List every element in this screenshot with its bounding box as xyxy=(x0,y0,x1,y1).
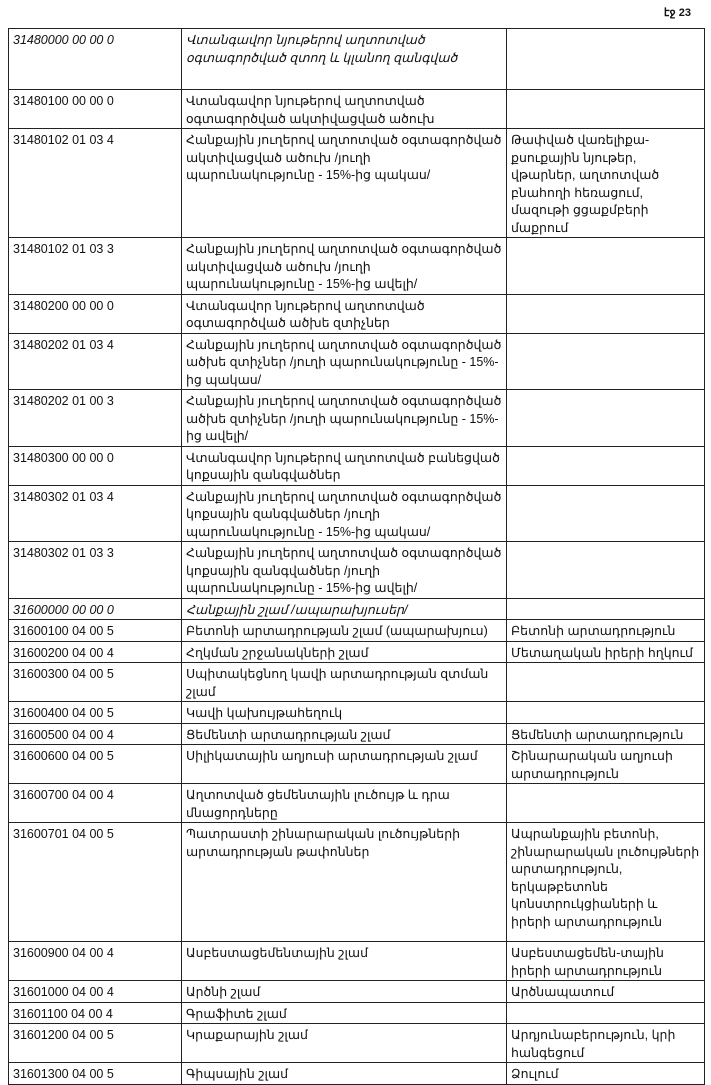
name-cell: Հանքային շլամ /ապարախյուսեր/ xyxy=(182,598,507,620)
name-cell: Հանքային յուղերով աղտոտված օգտագործված կոքսային զանգվածներ /յուղի պարունակությունը - 15%-ից ավելի/ xyxy=(182,542,507,599)
source-cell xyxy=(507,784,705,823)
name-cell: Հանքային յուղերով աղտոտված օգտագործված ածխե զտիչներ /յուղի պարունակությունը - 15%-ից ավելի/ xyxy=(182,390,507,447)
code-cell: 31601000 04 00 4 xyxy=(9,981,182,1003)
source-cell xyxy=(507,1002,705,1024)
code-cell: 31601200 04 00 5 xyxy=(9,1024,182,1063)
source-cell: Արդյունաբերություն, կրի հանգեցում xyxy=(507,1024,705,1063)
code-cell: 31600100 04 00 5 xyxy=(9,620,182,642)
name-cell: Հանքային յուղերով աղտոտված օգտագործված ակտիվացված ածուխ /յուղի պարունակությունը - 15%-ից պակաս/ xyxy=(182,129,507,238)
source-cell: Թափված վառելիքա-քսուքային նյութեր, վթարներ, աղտոտված բնահողի հեռացում, մազութի ցցաքմբերի մաքրում xyxy=(507,129,705,238)
source-cell xyxy=(507,485,705,542)
source-cell: Ձուլում xyxy=(507,1063,705,1085)
table-row xyxy=(9,663,705,702)
name-cell: Վտանգավոր նյութերով աղտոտված օգտագործված ածխե զտիչներ xyxy=(182,294,507,333)
name-cell: Ասբեստացեմենտային շլամ xyxy=(182,942,507,981)
table-row xyxy=(9,29,705,90)
code-cell: 31480000 00 00 0 xyxy=(9,29,182,90)
code-cell: 31480300 00 00 0 xyxy=(9,446,182,485)
source-cell: Շինարարական աղյուսի արտադրություն xyxy=(507,745,705,784)
table-row xyxy=(9,1024,705,1063)
source-cell xyxy=(507,702,705,724)
source-cell xyxy=(507,542,705,599)
code-cell: 31600400 04 00 5 xyxy=(9,702,182,724)
source-cell xyxy=(507,333,705,390)
name-cell: Վտանգավոր նյութերով աղտոտված օգտագործված զտող և կլանող զանգված xyxy=(182,29,507,90)
table-row xyxy=(9,1063,705,1085)
source-cell: Ասբեստացեմեն-տային իրերի արտադրություն xyxy=(507,942,705,981)
source-cell: Ցեմենտի արտադրություն xyxy=(507,723,705,745)
code-cell: 31600500 04 00 4 xyxy=(9,723,182,745)
code-cell: 31600900 04 00 4 xyxy=(9,942,182,981)
table-row xyxy=(9,942,705,981)
name-cell: Ցեմենտի արտադրության շլամ xyxy=(182,723,507,745)
code-cell: 31480102 01 03 3 xyxy=(9,238,182,295)
code-cell: 31480102 01 03 4 xyxy=(9,129,182,238)
table-row xyxy=(9,390,705,447)
name-cell: Աղտոտված ցեմենտային լուծույթ և դրա մնացորդները xyxy=(182,784,507,823)
code-cell: 31480200 00 00 0 xyxy=(9,294,182,333)
table-row xyxy=(9,620,705,642)
code-cell: 31480100 00 00 0 xyxy=(9,90,182,129)
code-cell: 31601100 04 00 4 xyxy=(9,1002,182,1024)
table-row xyxy=(9,542,705,599)
source-cell xyxy=(507,390,705,447)
table-row xyxy=(9,598,705,620)
table-row xyxy=(9,745,705,784)
source-cell xyxy=(507,446,705,485)
name-cell: Գիպսային շլամ xyxy=(182,1063,507,1085)
name-cell: Գրաֆիտե շլամ xyxy=(182,1002,507,1024)
name-cell: Հանքային յուղերով աղտոտված օգտագործված կոքսային զանգվածներ /յուղի պարունակությունը - 15%-ից պակաս/ xyxy=(182,485,507,542)
code-cell: 31600200 04 00 4 xyxy=(9,641,182,663)
source-cell xyxy=(507,90,705,129)
name-cell: Արծնի շլամ xyxy=(182,981,507,1003)
waste-classification-table xyxy=(8,28,705,1085)
source-cell: Արծնապատում xyxy=(507,981,705,1003)
code-cell: 31600000 00 00 0 xyxy=(9,598,182,620)
page-number: էջ 23 xyxy=(663,7,691,19)
name-cell: Վտանգավոր նյութերով աղտոտված բանեցված կոքսային զանգվածներ xyxy=(182,446,507,485)
name-cell: Հղկման շրջանակների շլամ xyxy=(182,641,507,663)
table-row xyxy=(9,641,705,663)
code-cell: 31480202 01 00 3 xyxy=(9,390,182,447)
code-cell: 31600300 04 00 5 xyxy=(9,663,182,702)
code-cell: 31601300 04 00 5 xyxy=(9,1063,182,1085)
table-row xyxy=(9,446,705,485)
code-cell: 31600700 04 00 4 xyxy=(9,784,182,823)
source-cell: Ապրանքային բետոնի, շինարարական լուծույթների արտադրություն, երկաթբետոնե կոնստրուկցիաների և իրերի արտադրություն xyxy=(507,823,705,942)
table-row xyxy=(9,90,705,129)
code-cell: 31480302 01 03 3 xyxy=(9,542,182,599)
table-row xyxy=(9,333,705,390)
source-cell: Մետաղական իրերի հղկում xyxy=(507,641,705,663)
table-row xyxy=(9,723,705,745)
table-row xyxy=(9,1002,705,1024)
name-cell: Կավի կախույթահեղուկ xyxy=(182,702,507,724)
table-row xyxy=(9,485,705,542)
table-row xyxy=(9,238,705,295)
source-cell xyxy=(507,598,705,620)
name-cell: Հանքային յուղերով աղտոտված օգտագործված ակտիվացված ածուխ /յուղի պարունակությունը - 15%-ից ավելի/ xyxy=(182,238,507,295)
table-row xyxy=(9,702,705,724)
source-cell xyxy=(507,238,705,295)
name-cell: Բետոնի արտադրության շլամ (ապարախյուս) xyxy=(182,620,507,642)
name-cell: Վտանգավոր նյութերով աղտոտված օգտագործված ակտիվացված ածուխ xyxy=(182,90,507,129)
name-cell: Պատրաստի շինարարական լուծույթների արտադրության թափոններ xyxy=(182,823,507,942)
name-cell: Հանքային յուղերով աղտոտված օգտագործված ածխե զտիչներ /յուղի պարունակությունը - 15%-ից պակաս/ xyxy=(182,333,507,390)
table-row xyxy=(9,823,705,942)
code-cell: 31600701 04 00 5 xyxy=(9,823,182,942)
code-cell: 31480302 01 03 4 xyxy=(9,485,182,542)
name-cell: Սիլիկատային աղյուսի արտադրության շլամ xyxy=(182,745,507,784)
table-row xyxy=(9,129,705,238)
name-cell: Կրաքարային շլամ xyxy=(182,1024,507,1063)
table-row xyxy=(9,294,705,333)
source-cell xyxy=(507,294,705,333)
source-cell: Բետոնի արտադրություն xyxy=(507,620,705,642)
table-row xyxy=(9,784,705,823)
source-cell xyxy=(507,29,705,90)
code-cell: 31480202 01 03 4 xyxy=(9,333,182,390)
source-cell xyxy=(507,663,705,702)
code-cell: 31600600 04 00 5 xyxy=(9,745,182,784)
table-row xyxy=(9,981,705,1003)
name-cell: Սպիտակեցնող կավի արտադրության զտման շլամ xyxy=(182,663,507,702)
